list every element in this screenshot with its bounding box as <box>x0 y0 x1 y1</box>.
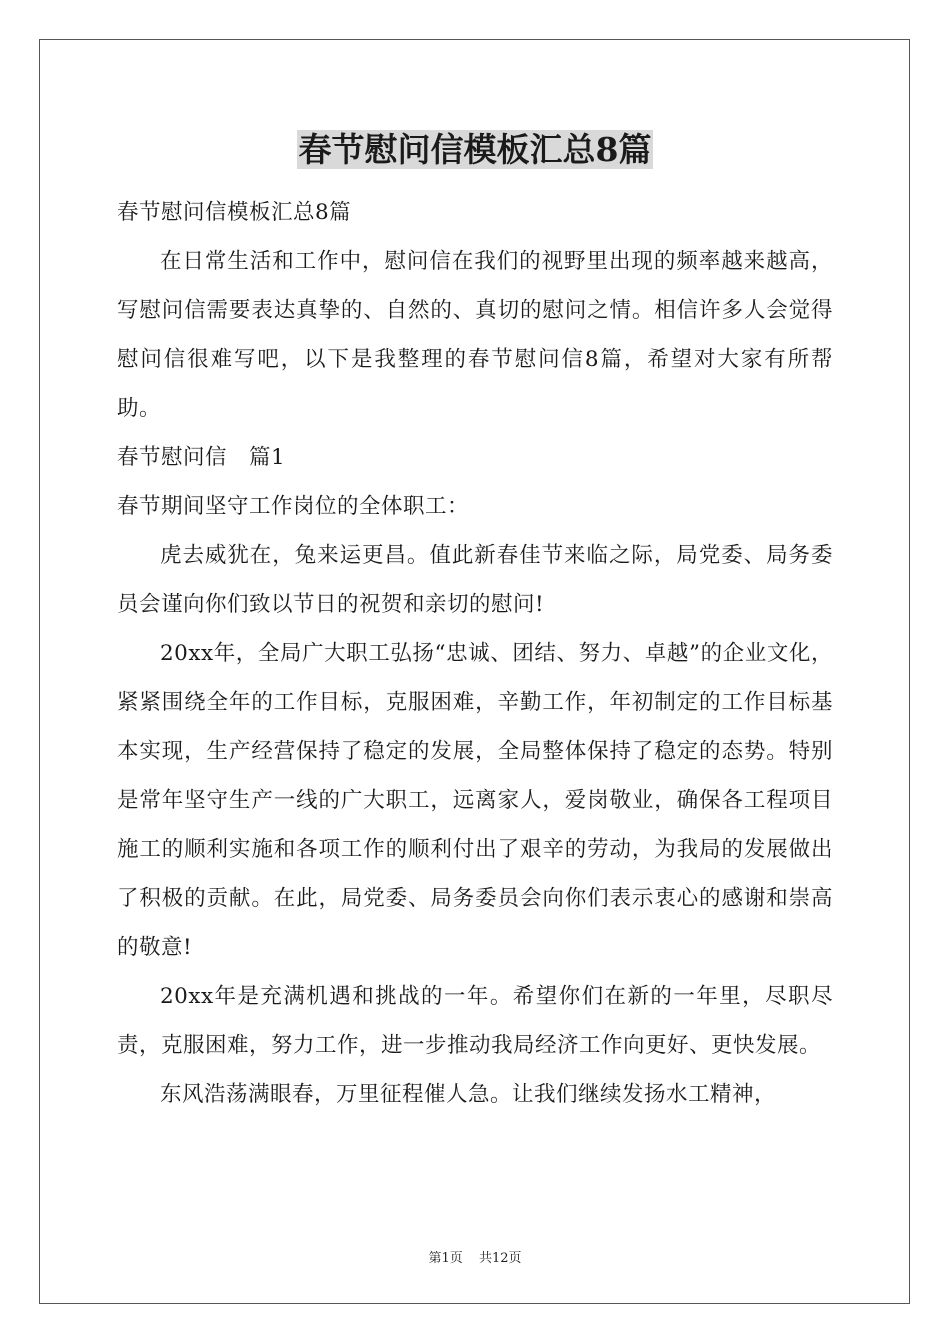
body-paragraph: 20xx年，全局广大职工弘扬“忠诚、团结、努力、卓越”的企业文化，紧紧围绕全年的工作目标，克服困难，辛勤工作，年初制定的工作目标基本实现，生产经营保持了稳定的发展，全局整体保持了稳定的态势。特别是常年坚守生产一线的广大职工，远离家人，爱岗敬业，确保各工程项目施工的顺利实施和各项工作的顺利付出了艰辛的劳动，为我局的发展做出了积极的贡献。在此，局党委、局务委员会向你们表示衷心的感谢和崇高的敬意! <box>117 641 833 960</box>
salutation: 春节期间坚守工作岗位的全体职工： <box>117 494 470 519</box>
document-title <box>117 120 833 180</box>
page-number: 第1页 <box>428 1251 463 1266</box>
body-paragraph: 东风浩荡满眼春，万里征程催人急。让我们继续发扬水工精神， <box>160 1082 777 1107</box>
section-heading: 春节慰问信 篇1 <box>117 445 286 470</box>
body-paragraph: 虎去威犹在，兔来运更昌。值此新春佳节来临之际，局党委、局务委员会谨向你们致以节日的祝贺和亲切的慰问! <box>117 543 833 617</box>
page-total: 共12页 <box>478 1251 522 1266</box>
document-title-text: 春节慰问信模板汇总8篇 <box>298 130 652 169</box>
subtitle-paragraph: 春节慰问信模板汇总8篇 <box>117 200 352 225</box>
intro-paragraph: 在日常生活和工作中，慰问信在我们的视野里出现的频率越来越高，写慰问信需要表达真挚的、自然的、真切的慰问之情。相信许多人会觉得慰问信很难写吧，以下是我整理的春节慰问信8篇，希望对大家有所帮助。 <box>117 249 833 421</box>
page-footer <box>0 1247 950 1266</box>
document-body <box>117 120 833 1119</box>
body-paragraph: 20xx年是充满机遇和挑战的一年。希望你们在新的一年里，尽职尽责，克服困难，努力工作，进一步推动我局经济工作向更好、更快发展。 <box>117 984 833 1058</box>
